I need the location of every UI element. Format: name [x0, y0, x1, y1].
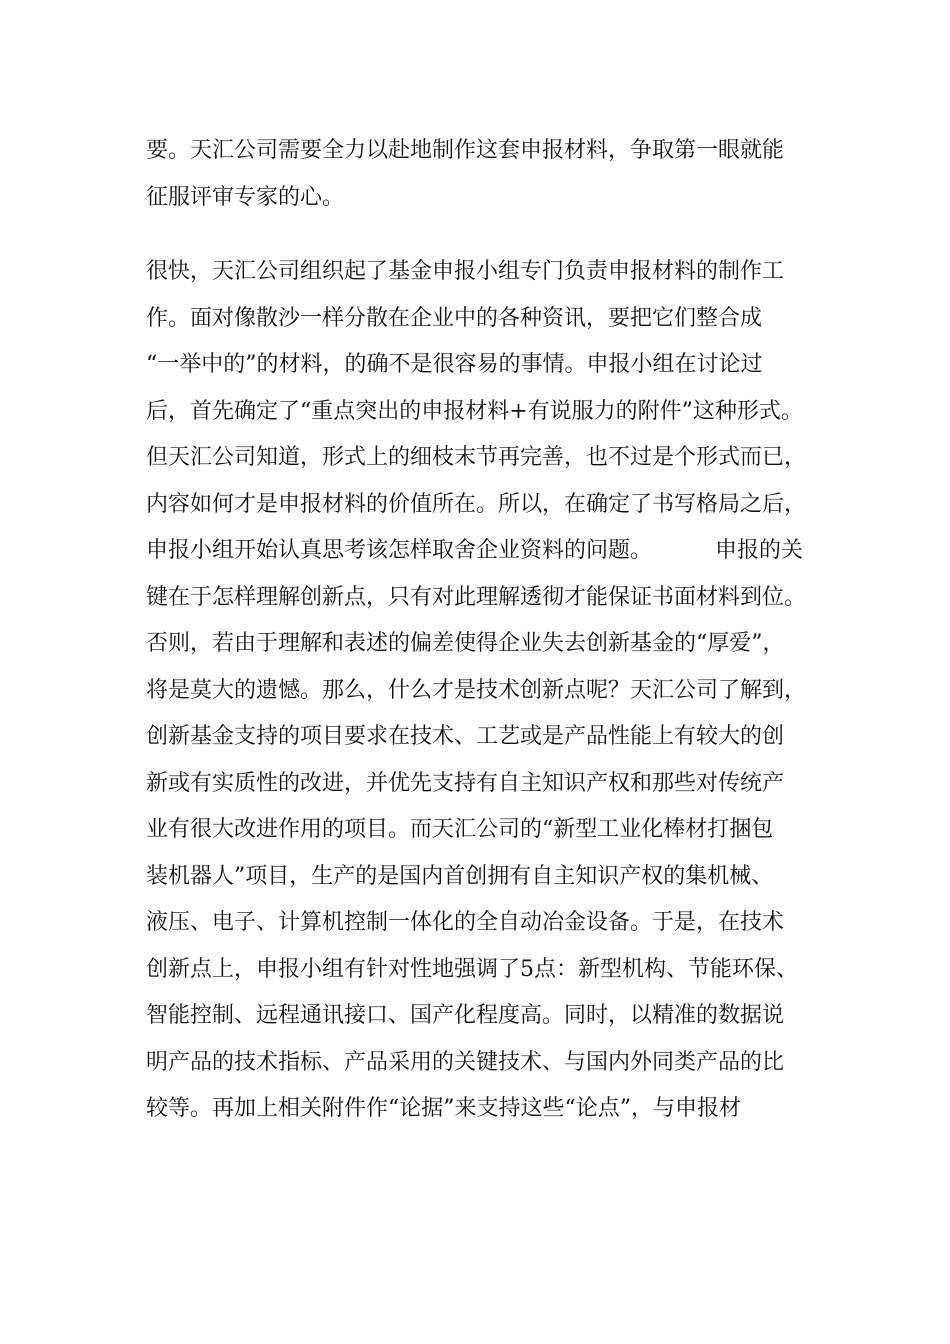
- text-line: 要。天汇公司需要全力以赴地制作这套申报材料，争取第一眼就能: [146, 138, 785, 163]
- paragraph-1: [146, 128, 846, 221]
- text-line: 新或有实质性的改进，并优先支持有自主知识产权和那些对传统产: [146, 770, 785, 796]
- text-line: 很快，天汇公司组织起了基金申报小组专门负责申报材料的制作工: [146, 259, 785, 284]
- text-line: 键在于怎样理解创新点，只有对此理解透彻才能保证书面材料到位。: [146, 584, 807, 610]
- text-line: 装机器人”项目，生产的是国内首创拥有自主知识产权的集机械、: [146, 863, 774, 889]
- text-line: 创新基金支持的项目要求在技术、工艺或是产品性能上有较大的创: [146, 724, 785, 749]
- text-line: 液压、电子、计算机控制一体化的全自动冶金设备。于是，在技术: [146, 910, 785, 935]
- text-line: 但天汇公司知道，形式上的细枝末节再完善，也不过是个形式而已，: [146, 445, 807, 470]
- text-line: 征服评审专家的心。: [146, 184, 345, 210]
- text-line: “一举中的”的材料，的确不是很容易的事情。申报小组在讨论过: [146, 352, 763, 377]
- text-line: 较等。再加上相关附件作“论据”来支持这些“论点”，与申报材: [146, 1096, 741, 1121]
- text-line: 智能控制、远程通讯接口、国产化程度高。同时，以精准的数据说: [146, 1003, 785, 1028]
- text-line: 否则，若由于理解和表述的偏差使得企业失去创新基金的“厚爱”，: [146, 631, 785, 656]
- text-line: 内容如何才是申报材料的价值所在。所以，在确定了书写格局之后，: [146, 491, 807, 517]
- text-line: 将是莫大的遗憾。那么，什么才是技术创新点呢？天汇公司了解到，: [146, 677, 807, 703]
- text-line: 创新点上，申报小组有针对性地强调了5点：新型机构、节能环保、: [146, 956, 798, 982]
- text-line: 申报小组开始认真思考该怎样取舍企业资料的问题。 申报的关: [146, 538, 803, 563]
- text-line: 业有很大改进作用的项目。而天汇公司的“新型工业化棒材打捆包: [146, 817, 774, 842]
- text-line: 明产品的技术指标、产品采用的关键技术、与国内外同类产品的比: [146, 1049, 785, 1075]
- paragraph-2: [146, 249, 846, 1133]
- text-line: 后，首先确定了“重点突出的申报材料+有说服力的附件”这种形式。: [146, 398, 803, 424]
- text-line: 作。面对像散沙一样分散在企业中的各种资讯，要把它们整合成: [146, 305, 763, 331]
